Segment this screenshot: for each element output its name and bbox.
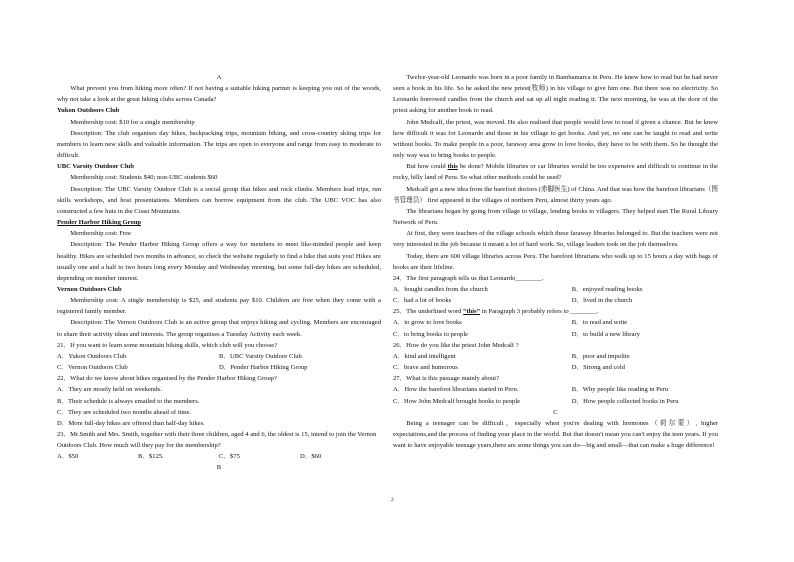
option-b: B．to read and write — [571, 319, 628, 327]
passage-paragraph: The librarians began by going from village to village, lending books to villagers. They helped start The Rural Library Network of Peru. — [393, 207, 718, 227]
question-text: in Paragraph 3 probably refers to ________. — [480, 308, 599, 316]
club-description: Description: The UBC Varsity Outdoor Club is a social group that hikes and rock climbs. Members lead trips, run skills workshops, and host presentations. Members can borrow equipment from the club. The UBC VOC has also constructed a few huts in the Coast Mountains. — [57, 185, 381, 215]
option-d: D．to build a new library — [571, 330, 640, 338]
question-25-stem — [393, 306, 718, 317]
underlined-word: “this” — [463, 308, 480, 316]
question-21-stem: 21．If you want to learn some mountain biking skills, which club will you choose? — [57, 341, 278, 349]
passage-text: be done? Mobile libraries or car libraries would be too expensive and difficult to continue in the rocky, hilly land of Peru. So what other methods could be used? — [393, 163, 718, 182]
right-column — [393, 72, 718, 451]
club-cost: Membership cost: $10 for a single membership — [70, 118, 195, 126]
option-d: D．How people collected books in Peru — [571, 397, 679, 405]
section-c-heading: C — [553, 408, 558, 416]
question-24-stem: 24．The first paragraph tells us that Leonardo________. — [393, 274, 544, 282]
option-a: A．They are mostly held on weekends. — [57, 386, 162, 394]
option-b: B．poor and impolite — [571, 352, 630, 360]
option-b: B．Why people like reading in Peru — [571, 386, 669, 394]
section-b-heading: B — [216, 464, 222, 472]
option-b: B．UBC Varsity Outdoor Club — [219, 352, 302, 360]
question-27-stem: 27．What is this passage mainly about? — [393, 375, 500, 383]
club-description: Description: The Pender Harbor Hiking Group offers a way for members to meet like-minded people and keep healthy. Hikes are scheduled two months in advance, so check the website regularly to find a hike that suits you! Hikes are usually one and a half to two hours long every Monday and Wednesday morning, but some full-day hikes are scheduled, depending on member interest. — [57, 241, 381, 282]
option-d: D．lived in the church — [571, 297, 633, 305]
question-26-options — [393, 362, 718, 373]
question-text: 25．The underlined word — [393, 308, 464, 316]
option-c: C．$75 — [219, 453, 240, 461]
question-22-stem: 22．What do we know about hikes organised by the Pender Harbor Hiking Group? — [57, 375, 277, 383]
passage-paragraph: Being a teenager can be difficult，especially when you're dealing with hormones（荷尔蒙）, higher expectations,and the process of finding your place in the world. But that doesn't mean you can't enjoy the teen years. If you want to have enjoyable teenage years,there are some things you can do—big and small—that can make a huge difference! — [393, 419, 719, 450]
club-description: Description: The club organises day hikes, backpacking trips, mountain biking, and cross-country skiing trips for members to learn new skills and valuable information. The trips are open to everyone and range from easy to moderate to difficult. — [57, 129, 381, 160]
intro-paragraph: What prevent you from hiking more often? If not having a suitable hiking partner is keeping you out of the woods, why not take a look at the great hiking clubs across Canada? — [57, 85, 381, 104]
option-b: B．$125. — [138, 453, 164, 461]
question-21-options — [57, 362, 381, 373]
question-26-options — [393, 351, 718, 362]
question-24-options — [393, 284, 718, 295]
option-d: D．Strong and cold — [571, 364, 625, 372]
option-c: C．How John Medcalf brought books to people — [393, 397, 521, 405]
option-d: D．More full-day hikes are offered than half-day hikes. — [57, 419, 205, 427]
club-description: Description: The Vernon Outdoors Club is an active group that enjoys hiking and cycling. Members are encouraged to share their activity ideas and interests. The group organises a Tuesday Activity each week. — [57, 319, 381, 338]
option-a: A．to grow to love books — [393, 319, 462, 327]
option-a: A．$50 — [57, 453, 79, 461]
club-name: Yukon Outdoors Club — [57, 107, 120, 115]
question-24-options — [393, 295, 718, 306]
section-a-heading: A — [216, 74, 222, 81]
option-d: D．Pender Harbor Hiking Group — [219, 364, 308, 372]
question-23-stem: 23．Mr.Smith and Mrs. Smith, together with their three children, aged 4 and 6, the oldest is 15, intend to join the Vernon Outdoors Club. How much will they pay for the membership? — [57, 431, 377, 450]
question-27-options — [393, 396, 718, 407]
club-name: Pender Harbor Hiking Group — [57, 219, 142, 227]
option-a: A．bought candles from the church — [393, 285, 488, 293]
option-c: C．Vernon Outdoors Club — [57, 364, 128, 372]
option-c: C．brave and humorous — [393, 364, 458, 372]
question-27-options — [393, 384, 718, 395]
club-name: UBC Varsity Outdoor Club — [57, 163, 135, 171]
passage-paragraph: Today, there are 600 village libraries across Peru. The barefoot librarians who walk up to 15 hours a day with bags of books are their lifeline. — [393, 252, 718, 271]
question-26-stem: 26．How do you like the priest John Medcalf ? — [393, 341, 519, 349]
passage-paragraph: John Medcalf, the priest, was moved. He also realised that people would love to read if given a chance. But he knew how difficult it was for Leonardo and those in his village to get books. And yet, no one can be taught to read and write without books. To make people in a poor, faraway area grow to love books, they have to be with them. So he thought the only way was to bring books to people. — [393, 118, 718, 160]
option-a: A．kind and intelligent — [393, 352, 456, 360]
club-cost: Membership cost: A single membership is $25, and students pay $10. Children are free when they come with a registered family member. — [57, 297, 381, 316]
passage-paragraph: Medcalf got a new idea from the barefoot doctors (赤脚医生) of China. And that was how the barefoot librarians（图书管理员） first appeared in the villages of northern Peru, almost thirty years ago. — [393, 185, 718, 204]
question-25-options — [393, 317, 718, 328]
question-25-options — [393, 329, 718, 340]
option-c: C．They are scheduled two months ahead of time. — [57, 408, 192, 416]
left-column — [57, 72, 381, 474]
option-c: C．had a lot of books — [393, 297, 452, 305]
question-23-options — [57, 451, 381, 462]
club-name: Vernon Outdoors Club — [57, 285, 122, 293]
club-cost: Membership cost: Free — [70, 230, 131, 238]
option-b: B．Their schedule is always emailed to the members. — [57, 397, 200, 405]
option-a: A．How the barefoot librarians started in Peru. — [393, 386, 519, 394]
passage-paragraph — [393, 161, 718, 183]
option-d: D．$60 — [300, 453, 322, 461]
passage-paragraph: At first, they were teachers of the village schools which these faraway libraries belonged to. But the teachers were not very interested in the job because it meant a lot of hard work. So, village leaders took on the job themselves. — [393, 230, 718, 249]
option-b: B．enjoyed reading books — [571, 285, 643, 293]
option-a: A．Yukon Outdoors Club — [57, 352, 127, 360]
question-21-options — [57, 351, 381, 362]
passage-paragraph: Twelve-year-old Leonardo was born in a poor family in Bambamarca in Peru. He knew how to read but he had never seen a book in his life. So he asked the new priest(牧师) in his village to give him one. But there was no electricity. So Leonardo borrowed candles from the church and sat up all night reading it. The next morning, he was at the door of the priest asking for another book to read. — [393, 74, 718, 115]
page-number: 2 — [391, 497, 394, 503]
underlined-word: this — [447, 163, 458, 171]
option-c: C．to bring books to people — [393, 330, 469, 338]
club-cost: Membership cost: Students $40; non-UBC students $60 — [70, 174, 218, 182]
passage-text: But how could — [406, 163, 448, 171]
